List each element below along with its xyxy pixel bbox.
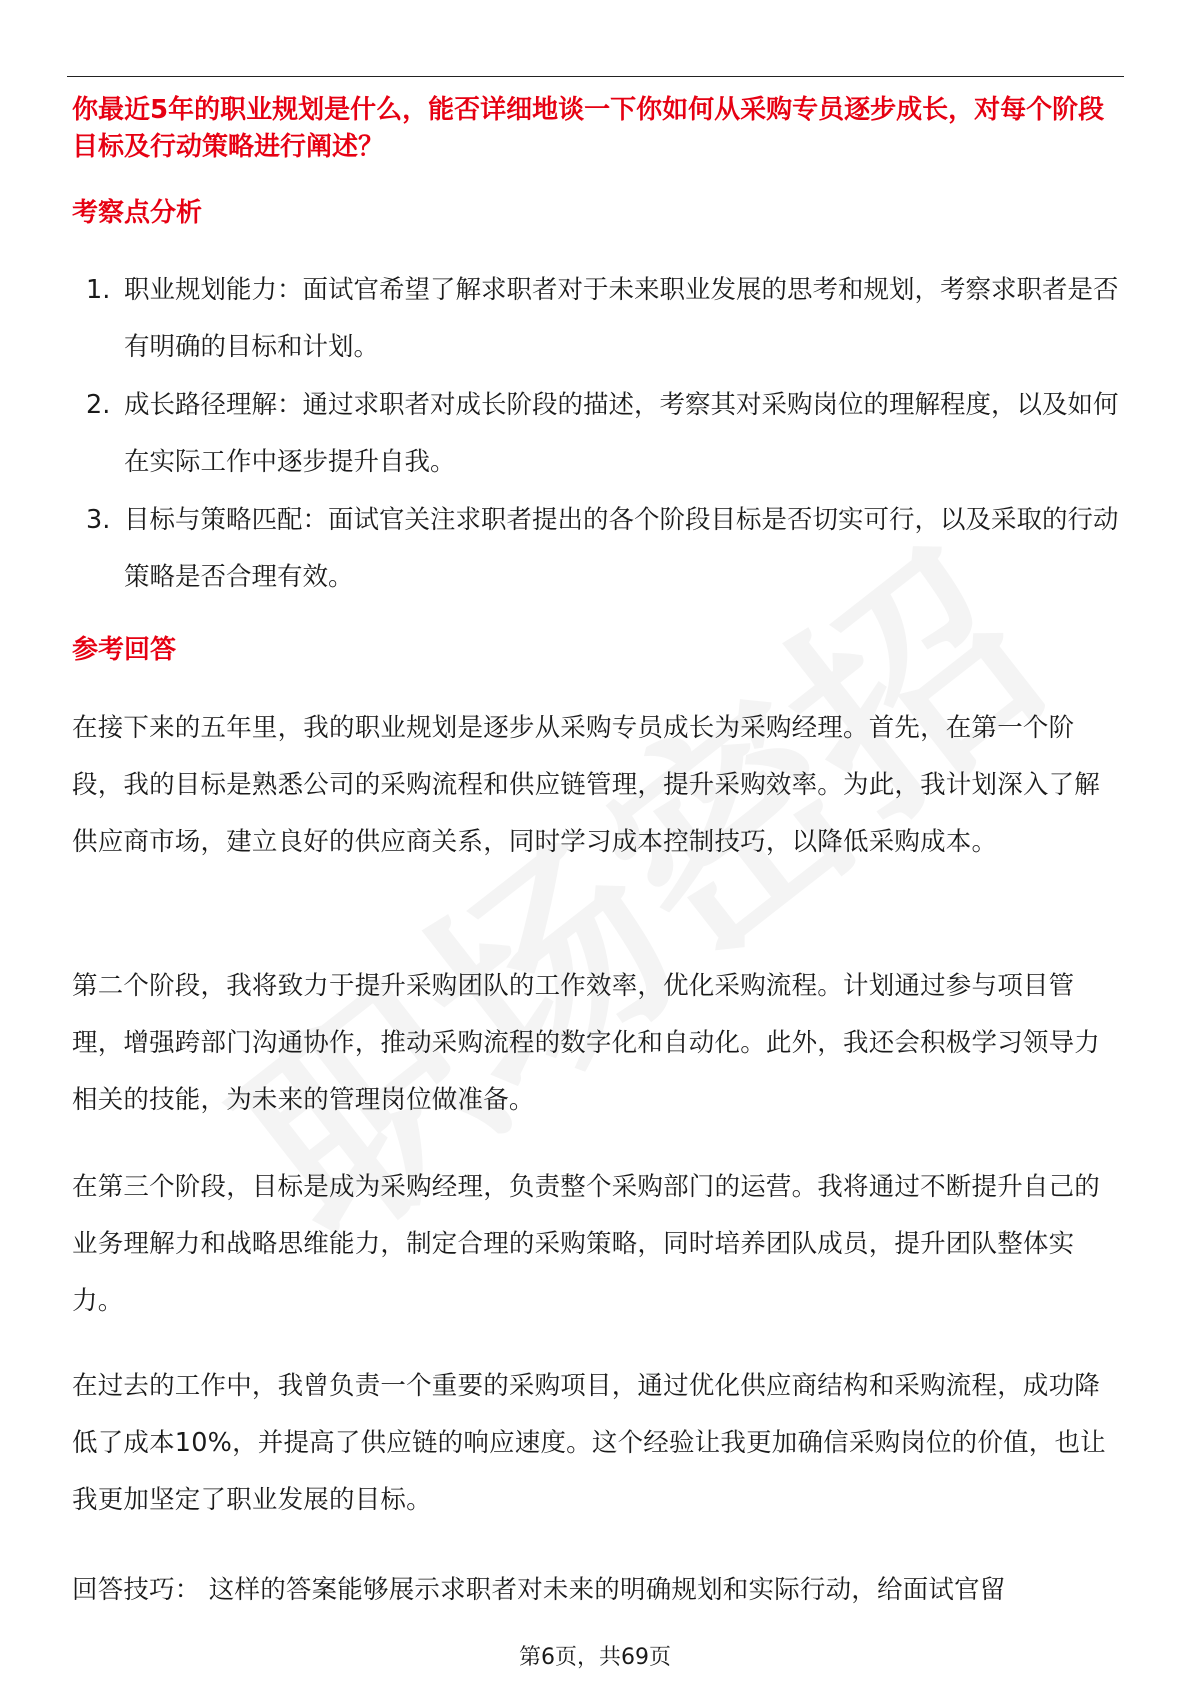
list-item	[72, 377, 1122, 491]
list-item	[72, 262, 1122, 376]
analysis-list	[72, 262, 1122, 607]
list-number: 3.	[86, 505, 111, 535]
list-text: 成长路径理解：通过求职者对成长阶段的描述，考察其对采购岗位的理解程度，以及如何在实际工作中逐步提升自我。	[124, 390, 1119, 477]
list-item	[72, 492, 1122, 606]
list-text: 职业规划能力：面试官希望了解求职者对于未来职业发展的思考和规划，考察求职者是否有明确的目标和计划。	[124, 275, 1119, 362]
answer-paragraph-3: 在第三个阶段，目标是成为采购经理，负责整个采购部门的运营。我将通过不断提升自己的业务理解力和战略思维能力，制定合理的采购策略，同时培养团队成员，提升团队整体实力。	[72, 1172, 1101, 1316]
list-number: 2.	[86, 390, 111, 420]
question-title: 你最近5年的职业规划是什么，能否详细地谈一下你如何从采购专员逐步成长，对每个阶段目标及行动策略进行阐述？	[72, 95, 1105, 162]
answer-paragraph-2: 第二个阶段，我将致力于提升采购团队的工作效率，优化采购流程。计划通过参与项目管理，增强跨部门沟通协作，推动采购流程的数字化和自动化。此外，我还会积极学习领导力相关的技能，为未来的管理岗位做准备。	[72, 971, 1101, 1115]
answer-paragraph-4: 在过去的工作中，我曾负责一个重要的采购项目，通过优化供应商结构和采购流程，成功降低了成本10%，并提高了供应链的响应速度。这个经验让我更加确信采购岗位的价值，也让我更加坚定了职业发展的目标。	[72, 1371, 1106, 1515]
list-text: 目标与策略匹配：面试官关注求职者提出的各个阶段目标是否切实可行，以及采取的行动策略是否合理有效。	[124, 505, 1119, 592]
section-heading-answer: 参考回答	[72, 635, 177, 665]
answer-paragraph-1: 在接下来的五年里，我的职业规划是逐步从采购专员成长为采购经理。首先，在第一个阶段，我的目标是熟悉公司的采购流程和供应链管理，提升采购效率。为此，我计划深入了解供应商市场，建立良好的供应商关系，同时学习成本控制技巧，以降低采购成本。	[72, 713, 1101, 857]
section-heading-analysis: 考察点分析	[72, 198, 203, 228]
list-number: 1.	[86, 275, 111, 305]
top-rule	[67, 76, 1124, 77]
page-footer: 第6页，共69页	[519, 1645, 671, 1670]
answer-tip-paragraph: 回答技巧： 这样的答案能够展示求职者对未来的明确规划和实际行动，给面试官留	[72, 1575, 1006, 1605]
